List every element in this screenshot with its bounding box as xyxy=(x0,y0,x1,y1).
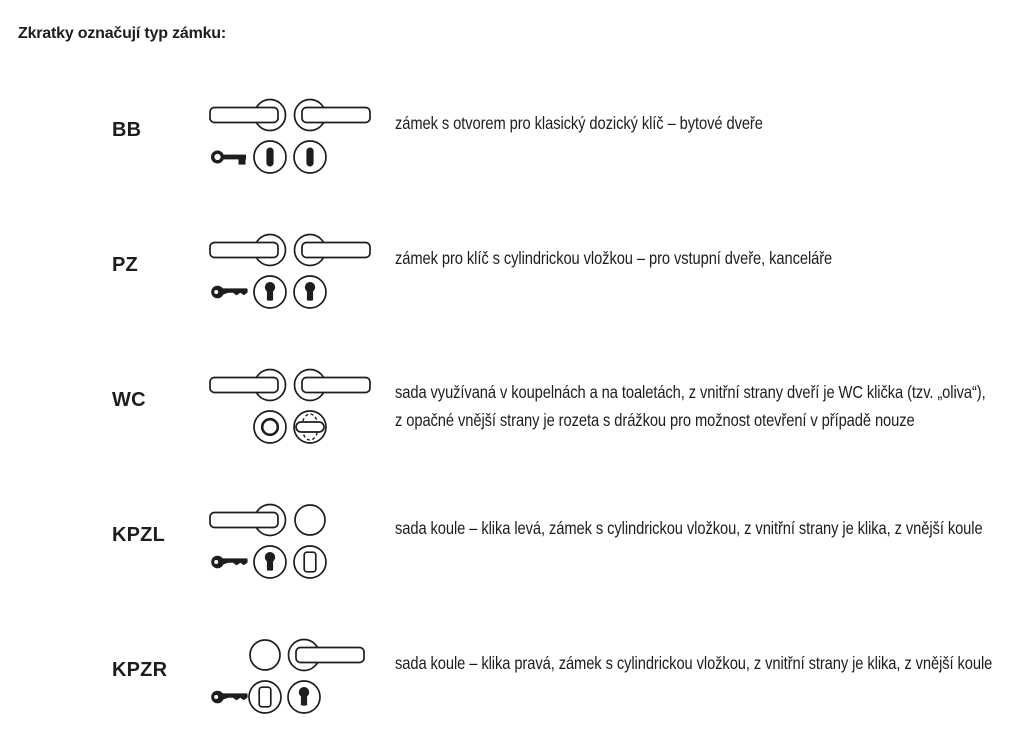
blind-rosette-icon xyxy=(249,681,281,713)
lockset-illustration-wc xyxy=(208,368,378,448)
lockset-illustration-kpzr xyxy=(208,638,378,718)
lockset-illustration-pz xyxy=(208,233,378,313)
lock-type-row-bb xyxy=(0,90,1011,225)
cylinder-rosette-icon xyxy=(254,276,286,308)
description-line: sada koule – klika levá, zámek s cylindrickou vložkou, z vnitřní strany je klika, z vnější koule xyxy=(395,518,983,538)
lock-type-description xyxy=(395,652,992,674)
classic-bit-key-icon xyxy=(213,152,246,164)
lock-type-code: KPZL xyxy=(112,524,166,546)
description-line: zámek pro klíč s cylindrickou vložkou – pro vstupní dveře, kanceláře xyxy=(395,248,833,268)
lever-handle-left-icon xyxy=(210,100,286,131)
lock-type-row-kpzr xyxy=(0,630,1011,732)
lock-type-description xyxy=(395,517,983,539)
keyhole-rosette-icon xyxy=(254,141,286,173)
lock-type-row-wc xyxy=(0,360,1011,495)
cylinder-rosette-icon xyxy=(294,276,326,308)
knob-icon xyxy=(250,640,280,670)
blind-rosette-icon xyxy=(294,546,326,578)
lever-handle-left-icon xyxy=(210,235,286,266)
description-line: z opačné vnější strany je rozeta s drážkou pro možnost otevření v případě nouze xyxy=(395,410,915,430)
lockset-illustration-bb xyxy=(208,98,378,178)
lock-type-description xyxy=(395,112,763,134)
lock-type-code: PZ xyxy=(112,254,138,276)
cylinder-key-icon xyxy=(211,556,247,569)
lever-handle-right-icon xyxy=(289,640,365,671)
description-line: zámek s otvorem pro klasický dozický klíč – bytové dveře xyxy=(395,113,763,133)
emergency-slot-rosette-icon xyxy=(254,411,286,443)
keyhole-rosette-icon xyxy=(294,141,326,173)
lock-type-code: WC xyxy=(112,389,146,411)
lock-type-row-kpzl xyxy=(0,495,1011,630)
lock-type-row-pz xyxy=(0,225,1011,360)
lever-handle-right-icon xyxy=(295,235,371,266)
page-title: Zkratky označují typ zámku: xyxy=(18,25,226,42)
description-line: sada koule – klika pravá, zámek s cylindrickou vložkou, z vnitřní strany je klika, z vnější koule xyxy=(395,653,993,673)
lever-handle-right-icon xyxy=(295,100,371,131)
knob-icon xyxy=(295,505,325,535)
lever-handle-left-icon xyxy=(210,505,286,536)
wc-oliva-rosette-icon xyxy=(294,411,326,443)
lock-type-code: BB xyxy=(112,119,142,141)
lever-handle-left-icon xyxy=(210,370,286,401)
cylinder-rosette-icon xyxy=(288,681,320,713)
cylinder-key-icon xyxy=(211,286,247,299)
cylinder-rosette-icon xyxy=(254,546,286,578)
cylinder-key-icon xyxy=(211,691,247,704)
lock-type-code: KPZR xyxy=(112,659,168,681)
lever-handle-right-icon xyxy=(295,370,371,401)
lockset-illustration-kpzl xyxy=(208,503,378,583)
lock-type-description xyxy=(395,247,832,269)
lock-type-description xyxy=(395,378,986,434)
description-line: sada využívaná v koupelnách a na toaletách, z vnitřní strany dveří je WC klička (tzv. „oliva“), xyxy=(395,382,986,402)
